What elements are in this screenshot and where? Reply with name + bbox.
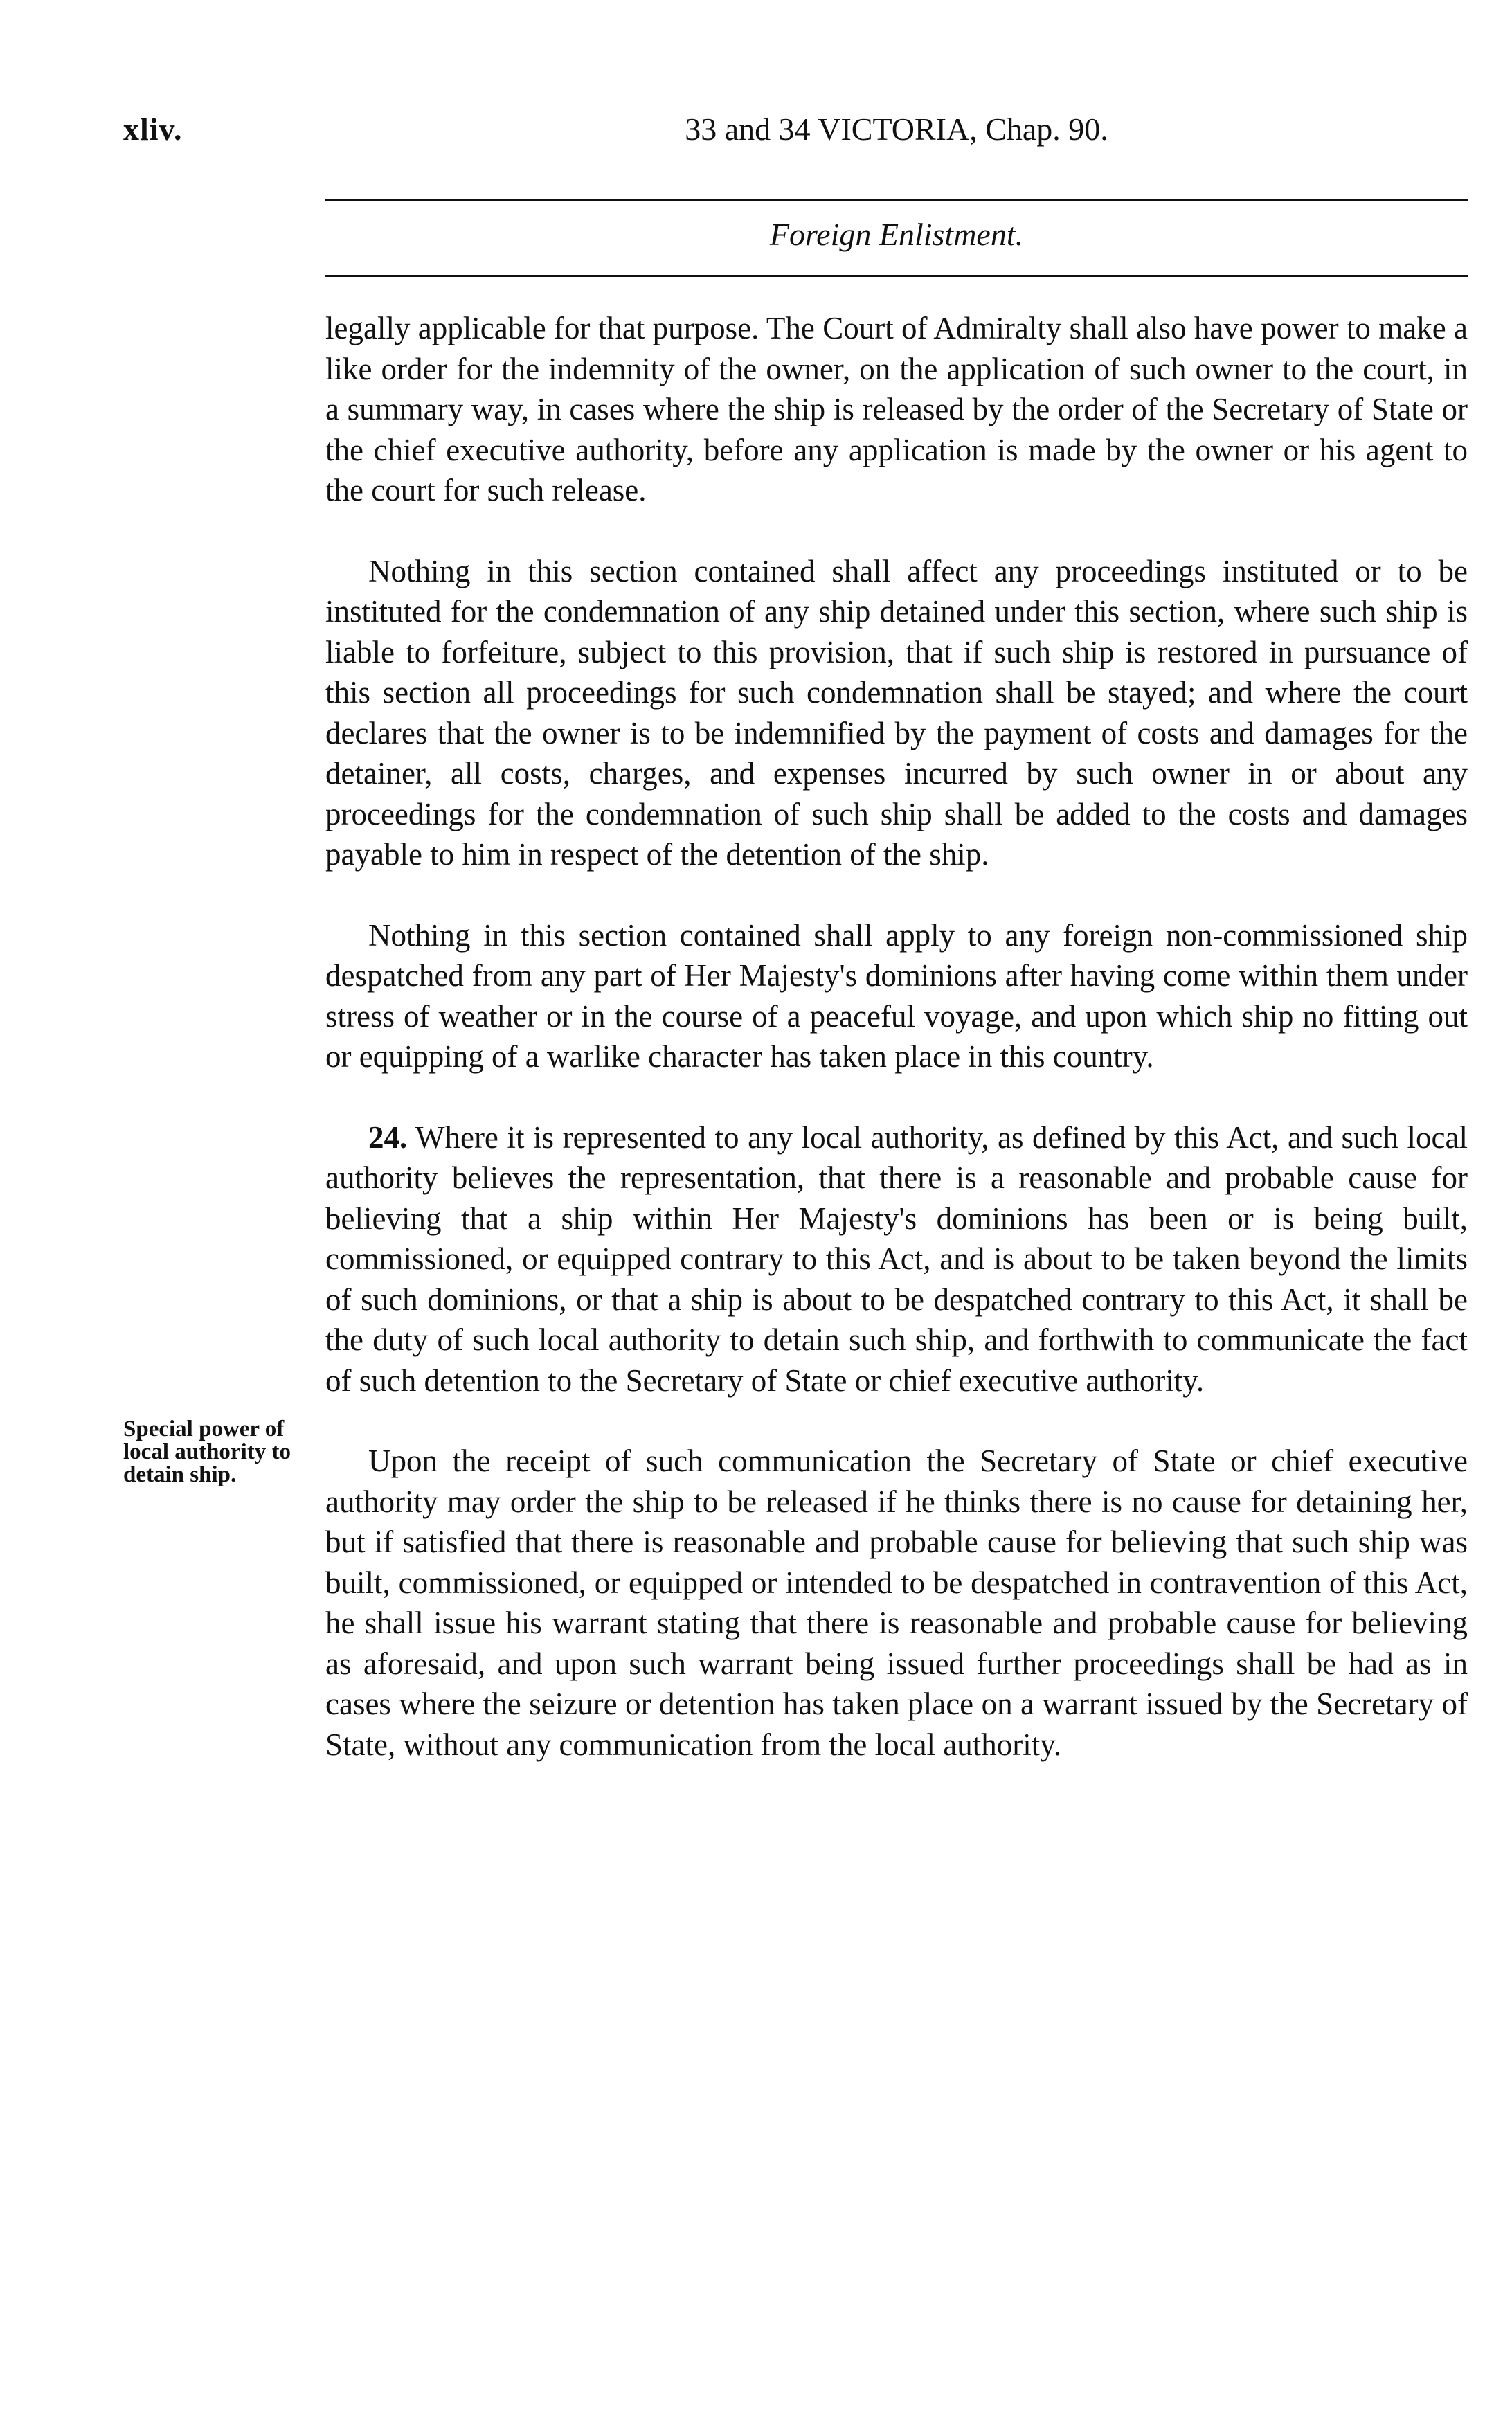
paragraph-1: legally applicable for that purpose. The Court of Admiralty shall also have power to make a like order for the indemnity of the owner, on the application of such owner to the court, in a summary way, in cases where the ship is released by the order of the Secretary of State or the chief executive authority, before any application is made by the owner or his agent to the court for such release. bbox=[325, 311, 1468, 507]
section-24-text: Where it is represented to any local authority, as defined by this Act, and such local authority believes the representation, that there is a reasonable and probable cause for believing that a ship within Her Majesty's dominions has been or is being built, commissioned, or equipped contrary to this Act, and is about to be taken beyond the limits of such dominions, or that a ship is about to be despatched contrary to this Act, it shall be the duty of such local authority to detain such ship, and forthwith to communicate the fact of such detention to the Secretary of State or chief executive authority. bbox=[325, 1119, 1468, 1398]
body-text bbox=[325, 308, 1468, 1805]
section-number: 24. bbox=[368, 1119, 408, 1155]
header-rule-bottom bbox=[325, 275, 1468, 277]
subtitle: Foreign Enlistment. bbox=[769, 217, 1024, 252]
paragraph-5: Upon the receipt of such communication the Secretary of State or chief executive authority may order the ship to be released if he thinks there is no cause for detaining her, but if satisfied that there is reasonable and probable cause for believing that such ship was built, commissioned, or equipped or intended to be despatched in contravention of this Act, he shall issue his warrant stating that there is reasonable and probable cause for believing as aforesaid, and upon such warrant being issued further proceedings shall be had as in cases where the seizure or detention has taken place on a warrant issued by the Secretary of State, without any communication from the local authority. bbox=[325, 1444, 1468, 1762]
marginal-note: Special power of local authority to detain ship. bbox=[123, 1417, 291, 1487]
paragraph-3: Nothing in this section contained shall apply to any foreign non-commissioned ship despatched from any part of Her Majesty's dominions after having come within them under stress of weather or in the course of a peaceful voyage, and upon which ship no fitting out or equipping of a warlike character has taken place in this country. bbox=[325, 917, 1468, 1074]
paragraph-section-24 bbox=[325, 1117, 1468, 1401]
page-number: xliv. bbox=[123, 111, 183, 147]
running-title: 33 and 34 VICTORIA, Chap. 90. bbox=[685, 111, 1108, 147]
header-rule-top bbox=[325, 199, 1468, 201]
paragraph-2: Nothing in this section contained shall affect any proceedings instituted or to be instituted for the condemnation of any ship detained under this section, where such ship is liable to forfeiture, subject to this provision, that if such ship is restored in pursuance of this section all proceedings for such condemnation shall be stayed; and where the court declares that the owner is to be indemnified by the payment of costs and damages for the detainer, all costs, charges, and expenses incurred by such owner in or about any proceedings for the condemnation of such ship shall be added to the costs and damages payable to him in respect of the detention of the ship. bbox=[325, 553, 1468, 872]
